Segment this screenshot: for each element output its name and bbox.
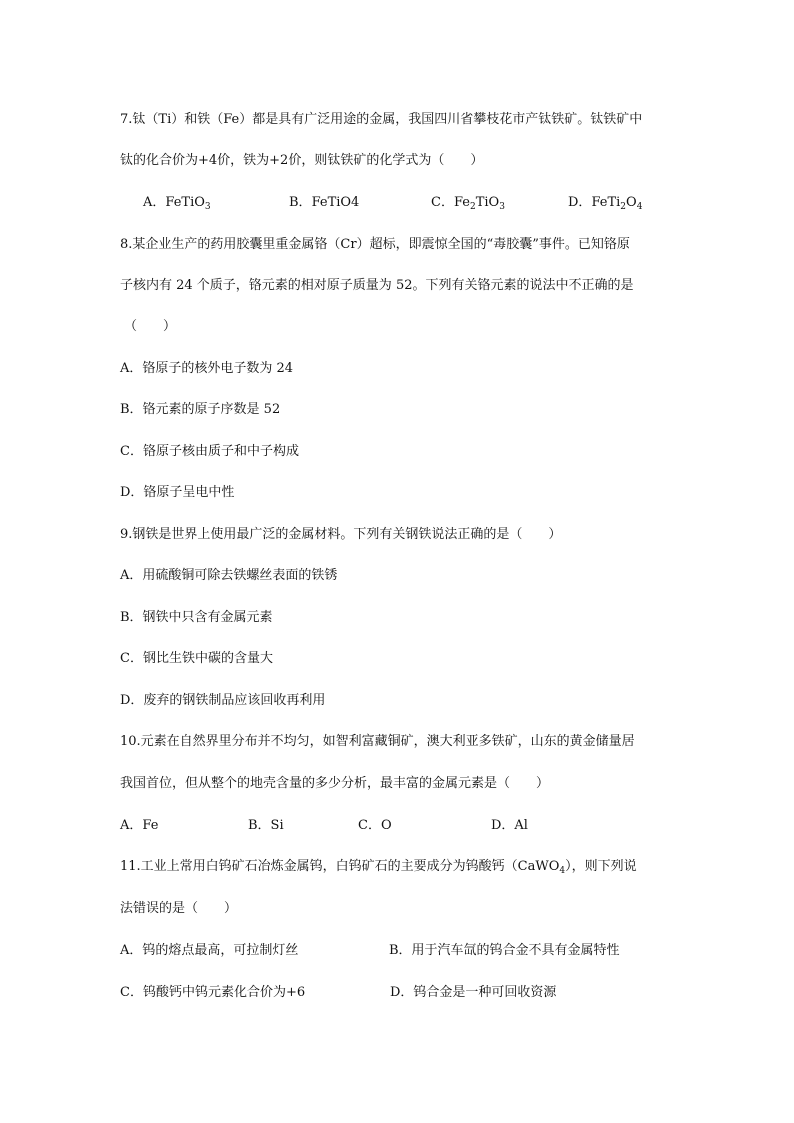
question-9-line-1: 9.钢铁是世界上使用最广泛的金属材料。下列有关钢铁说法正确的是（ ）: [120, 527, 562, 542]
question-10-option-c: C．O: [358, 818, 392, 833]
question-10-option-b: B．Si: [248, 818, 284, 833]
question-7-option-a: A．FeTiO$_3$: [143, 195, 211, 212]
question-7-option-d: D．$FeTi_2O_4$: [568, 195, 643, 212]
question-10-option-a: A．Fe: [120, 818, 159, 833]
question-11-line-2: 法错误的是（ ）: [120, 901, 238, 916]
question-8-option-a: A．铬原子的核外电子数为 24: [120, 361, 294, 376]
question-7-line-1: 7.钛（Ti）和铁（Fe）都是具有广泛用途的金属，我国四川省攀枝花市产钛铁矿。钛铁矿中: [120, 112, 643, 127]
question-8-line-1: 8.某企业生产的药用胶囊里重金属铬（Cr）超标，即震惊全国的“毒胶囊”事件。已知铬原: [120, 237, 630, 252]
question-10-line-1: 10.元素在自然界里分布并不均匀，如智利富藏铜矿，澳大利亚多铁矿，山东的黄金储量居: [120, 734, 635, 749]
question-11-option-a: A．钨的熔点最高，可拉制灯丝: [120, 943, 299, 958]
question-11-option-c: C．钨酸钙中钨元素化合价为+6: [120, 985, 306, 1000]
question-9-option-d: D．废弃的钢铁制品应该回收再利用: [120, 693, 326, 708]
question-11-option-b: B．用于汽车氙的钨合金不具有金属特性: [389, 943, 620, 958]
question-7-option-b: B．FeTiO4: [289, 195, 360, 210]
question-8-line-2: 子核内有 24 个质子，铬元素的相对原子质量为 52。下列有关铬元素的说法中不正确的是: [120, 278, 634, 293]
question-7-line-2: 钛的化合价为+4价，铁为+2价，则钛铁矿的化学式为（ ）: [120, 153, 484, 168]
question-7-option-c: C．$Fe_2TiO_3$: [431, 195, 505, 212]
question-9-option-a: A．用硫酸铜可除去铁螺丝表面的铁锈: [120, 568, 338, 583]
question-8-option-b: B．铬元素的原子序数是 52: [120, 402, 281, 417]
question-9-option-b: B．钢铁中只含有金属元素: [120, 610, 273, 625]
question-11-line-1: 11.工业上常用白钨矿石冶炼金属钨，白钨矿石的主要成分为钨酸钙（CaWO$_4$），则下列说: [120, 859, 637, 876]
question-9-option-c: C．钢比生铁中碳的含量大: [120, 651, 273, 666]
question-11-option-d: D．钨合金是一种可回收资源: [390, 985, 557, 1000]
question-8-option-c: C．铬原子核由质子和中子构成: [120, 444, 299, 459]
question-8-line-3: （ ）: [124, 319, 177, 334]
question-8-option-d: D．铬原子呈电中性: [120, 485, 235, 500]
question-10-option-d: D．Al: [491, 818, 528, 833]
question-10-line-2: 我国首位，但从整个的地壳含量的多少分析，最丰富的金属元素是（ ）: [120, 776, 550, 791]
